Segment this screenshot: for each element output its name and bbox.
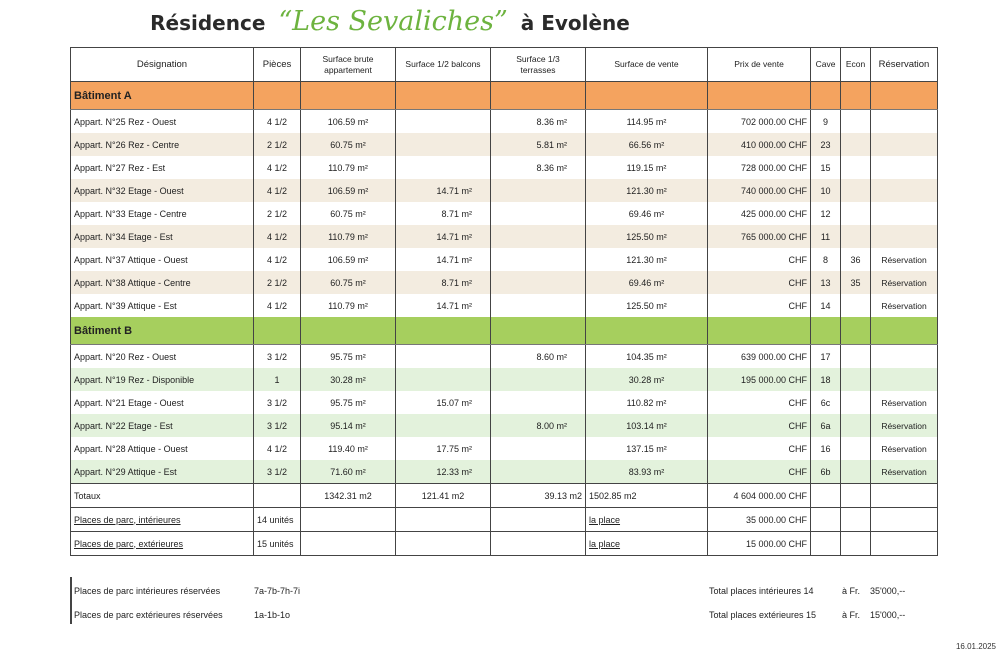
surface-balcons [396,110,491,134]
econ [841,110,871,134]
total-ext-a: à Fr. [842,610,861,620]
prix-vente: CHF [708,460,811,484]
cave: 9 [811,110,841,134]
surface-brute: 110.79 m² [301,225,396,248]
surface-brute: 106.59 m² [301,110,396,134]
totals-balcons: 121.41 m2 [396,484,491,508]
parking-row-interior [71,508,938,532]
cave: 13 [811,271,841,294]
prix-vente: 740 000.00 CHF [708,179,811,202]
econ [841,225,871,248]
pieces: 4 1/2 [254,179,301,202]
surface-terrasses [491,248,586,271]
header-designation: Désignation [71,48,254,82]
header-cave: Cave [811,48,841,82]
prix-vente: 410 000.00 CHF [708,133,811,156]
prix-vente: 639 000.00 CHF [708,345,811,369]
designation: Appart. N°29 Attique - Est [71,460,254,484]
section-label: Bâtiment B [71,317,254,345]
surface-balcons: 14.71 m² [396,225,491,248]
designation: Appart. N°21 Etage - Ouest [71,391,254,414]
surface-terrasses [491,294,586,317]
cave: 18 [811,368,841,391]
cave: 17 [811,345,841,369]
reservation-status: Réservation [871,414,938,437]
prix-vente: 702 000.00 CHF [708,110,811,134]
designation: Appart. N°38 Attique - Centre [71,271,254,294]
pieces: 4 1/2 [254,437,301,460]
surface-brute: 95.75 m² [301,391,396,414]
parking-price: 15 000.00 CHF [708,532,811,556]
pieces: 2 1/2 [254,133,301,156]
section-label: Bâtiment A [71,82,254,110]
ext-reserved-label: Places de parc extérieures réservées [74,610,223,620]
header-balcons: Surface 1/2 balcons [396,48,491,82]
surface-balcons [396,156,491,179]
header-surface-brute: Surface brute appartement [301,48,396,82]
prix-vente: CHF [708,414,811,437]
surface-vente: 69.46 m² [586,202,708,225]
header-terrasses: Surface 1/3 terrasses [491,48,586,82]
totals-vente: 1502.85 m2 [586,484,708,508]
surface-balcons [396,414,491,437]
int-reserved-label: Places de parc intérieures réservées [74,586,221,596]
surface-vente: 83.93 m² [586,460,708,484]
section-header-batiment_b [71,317,938,345]
econ: 36 [841,248,871,271]
totals-brute: 1342.31 m2 [301,484,396,508]
reservation-status: Réservation [871,271,938,294]
pieces: 4 1/2 [254,156,301,179]
cave: 11 [811,225,841,248]
header-econ: Econ [841,48,871,82]
surface-brute: 30.28 m² [301,368,396,391]
apartments-table [70,47,938,556]
econ [841,179,871,202]
parking-units: 15 unités [254,532,301,556]
surface-brute: 95.14 m² [301,414,396,437]
designation: Appart. N°39 Attique - Est [71,294,254,317]
prix-vente: CHF [708,437,811,460]
econ [841,294,871,317]
apartment-row [71,110,938,134]
econ [841,368,871,391]
reservation-status [871,156,938,179]
prix-vente: CHF [708,294,811,317]
econ [841,460,871,484]
surface-brute: 95.75 m² [301,345,396,369]
econ [841,133,871,156]
cave: 12 [811,202,841,225]
prix-vente: 425 000.00 CHF [708,202,811,225]
reservation-status [871,345,938,369]
cave: 16 [811,437,841,460]
parking-units: 14 unités [254,508,301,532]
apartment-row [71,225,938,248]
designation: Appart. N°26 Rez - Centre [71,133,254,156]
apartment-row [71,271,938,294]
pieces: 4 1/2 [254,225,301,248]
pieces: 3 1/2 [254,414,301,437]
footer-divider [70,577,72,624]
apartment-row [71,460,938,484]
apartment-row [71,179,938,202]
designation: Appart. N°32 Etage - Ouest [71,179,254,202]
total-int-label: Total places intérieures 14 [709,586,814,596]
prix-vente: CHF [708,248,811,271]
page-title [0,6,780,37]
section-header-batiment_a [71,82,938,110]
cave: 6a [811,414,841,437]
surface-vente: 30.28 m² [586,368,708,391]
surface-balcons: 14.71 m² [396,294,491,317]
total-int-a: à Fr. [842,586,861,596]
surface-balcons: 14.71 m² [396,179,491,202]
prix-vente: CHF [708,271,811,294]
pieces: 3 1/2 [254,460,301,484]
parking-label: Places de parc, extérieures [71,532,254,556]
parking-label: Places de parc, intérieures [71,508,254,532]
surface-balcons: 17.75 m² [396,437,491,460]
surface-brute: 60.75 m² [301,202,396,225]
surface-vente: 103.14 m² [586,414,708,437]
cave: 14 [811,294,841,317]
surface-vente: 104.35 m² [586,345,708,369]
designation: Appart. N°20 Rez - Ouest [71,345,254,369]
surface-terrasses: 5.81 m² [491,133,586,156]
econ [841,156,871,179]
ext-reserved-value: 1a-1b-1o [254,610,291,620]
designation: Appart. N°33 Etage - Centre [71,202,254,225]
reservation-status: Réservation [871,437,938,460]
surface-balcons [396,345,491,369]
surface-balcons: 8.71 m² [396,202,491,225]
surface-brute: 60.75 m² [301,271,396,294]
apartment-row [71,202,938,225]
parking-price: 35 000.00 CHF [708,508,811,532]
cave: 6b [811,460,841,484]
surface-vente: 114.95 m² [586,110,708,134]
surface-balcons: 12.33 m² [396,460,491,484]
surface-terrasses [491,225,586,248]
document-date: 16.01.2025 [955,642,996,651]
surface-terrasses [491,460,586,484]
surface-balcons: 15.07 m² [396,391,491,414]
surface-brute: 110.79 m² [301,156,396,179]
header-surface-vente: Surface de vente [586,48,708,82]
surface-brute: 60.75 m² [301,133,396,156]
surface-vente: 121.30 m² [586,179,708,202]
surface-vente: 119.15 m² [586,156,708,179]
reservation-status: Réservation [871,294,938,317]
surface-vente: 66.56 m² [586,133,708,156]
reservation-status [871,225,938,248]
parking-row-exterior [71,532,938,556]
apartment-row [71,368,938,391]
totals-label: Totaux [71,484,254,508]
surface-brute: 106.59 m² [301,179,396,202]
surface-vente: 137.15 m² [586,437,708,460]
surface-vente: 121.30 m² [586,248,708,271]
pieces: 3 1/2 [254,391,301,414]
reservation-status [871,368,938,391]
surface-vente: 69.46 m² [586,271,708,294]
pieces: 2 1/2 [254,202,301,225]
econ [841,437,871,460]
apartment-row [71,294,938,317]
cave: 8 [811,248,841,271]
surface-brute: 110.79 m² [301,294,396,317]
prix-vente: CHF [708,391,811,414]
surface-balcons: 8.71 m² [396,271,491,294]
surface-balcons [396,133,491,156]
totals-terrasses: 39.13 m2 [491,484,586,508]
surface-terrasses: 8.00 m² [491,414,586,437]
pieces: 4 1/2 [254,294,301,317]
econ [841,391,871,414]
reservation-status [871,110,938,134]
econ [841,202,871,225]
econ: 35 [841,271,871,294]
pieces: 4 1/2 [254,110,301,134]
apartment-row [71,345,938,369]
surface-vente: 110.82 m² [586,391,708,414]
designation: Appart. N°19 Rez - Disponible [71,368,254,391]
reservation-status [871,202,938,225]
prix-vente: 195 000.00 CHF [708,368,811,391]
designation: Appart. N°25 Rez - Ouest [71,110,254,134]
reservation-status: Réservation [871,248,938,271]
title-prefix: Résidence [150,11,266,35]
parking-per: la place [586,532,708,556]
cave: 10 [811,179,841,202]
surface-brute: 119.40 m² [301,437,396,460]
pieces: 4 1/2 [254,248,301,271]
header-reservation: Réservation [871,48,938,82]
reservation-status [871,133,938,156]
designation: Appart. N°27 Rez - Est [71,156,254,179]
reservation-status: Réservation [871,391,938,414]
surface-brute: 71.60 m² [301,460,396,484]
prix-vente: 728 000.00 CHF [708,156,811,179]
int-reserved-value: 7a-7b-7h-7i [254,586,301,596]
surface-vente: 125.50 m² [586,225,708,248]
designation: Appart. N°34 Etage - Est [71,225,254,248]
apartment-row [71,391,938,414]
designation: Appart. N°37 Attique - Ouest [71,248,254,271]
total-int-price: 35'000,-- [870,586,906,596]
surface-terrasses [491,437,586,460]
header-pieces: Pièces [254,48,301,82]
surface-brute: 106.59 m² [301,248,396,271]
surface-terrasses: 8.60 m² [491,345,586,369]
surface-terrasses [491,271,586,294]
reservation-status: Réservation [871,460,938,484]
total-ext-price: 15'000,-- [870,610,906,620]
header-row [71,48,938,82]
pieces: 1 [254,368,301,391]
total-ext-label: Total places extérieures 15 [709,610,817,620]
apartment-row [71,156,938,179]
residence-name: “Les Sevaliches” [278,6,508,37]
totals-row [71,484,938,508]
pieces: 2 1/2 [254,271,301,294]
surface-terrasses: 8.36 m² [491,110,586,134]
designation: Appart. N°22 Etage - Est [71,414,254,437]
econ [841,414,871,437]
apartment-row [71,248,938,271]
cave: 6c [811,391,841,414]
surface-balcons: 14.71 m² [396,248,491,271]
cave: 23 [811,133,841,156]
surface-terrasses [491,179,586,202]
reservation-status [871,179,938,202]
surface-terrasses [491,368,586,391]
cave: 15 [811,156,841,179]
surface-balcons [396,368,491,391]
header-prix: Prix de vente [708,48,811,82]
econ [841,345,871,369]
surface-terrasses [491,202,586,225]
surface-vente: 125.50 m² [586,294,708,317]
parking-per: la place [586,508,708,532]
apartment-row [71,414,938,437]
surface-terrasses: 8.36 m² [491,156,586,179]
pieces: 3 1/2 [254,345,301,369]
surface-terrasses [491,391,586,414]
prix-vente: 765 000.00 CHF [708,225,811,248]
totals-prix: 4 604 000.00 CHF [708,484,811,508]
title-suffix: à Evolène [520,11,630,35]
apartment-row [71,437,938,460]
apartment-row [71,133,938,156]
designation: Appart. N°28 Attique - Ouest [71,437,254,460]
